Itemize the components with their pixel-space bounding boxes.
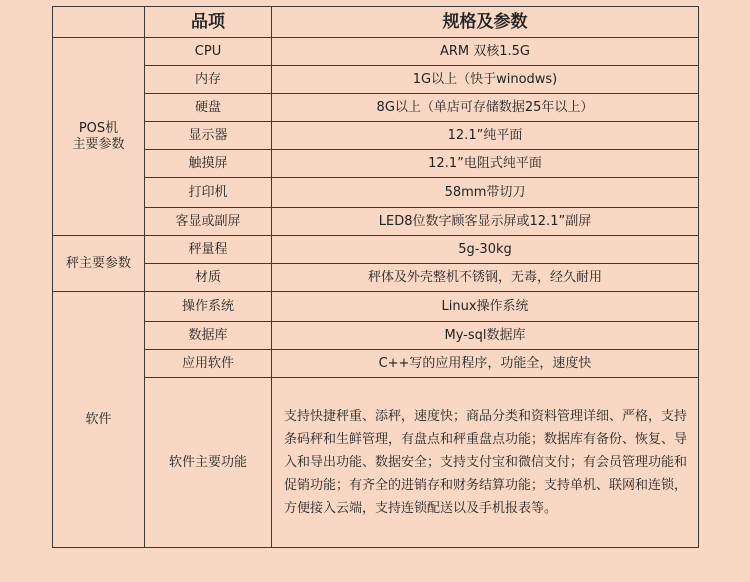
row-label: 客显或副屏 — [145, 208, 272, 236]
group-label-line2: 主要参数 — [72, 136, 125, 152]
row-value: 秤体及外壳整机不锈钢，无毒，经久耐用 — [272, 264, 699, 292]
row-value: 5g-30kg — [272, 236, 699, 264]
row-label: 操作系统 — [145, 292, 272, 322]
row-value: 12.1”电阻式纯平面 — [272, 150, 699, 178]
row-label: 硬盘 — [145, 94, 272, 122]
header-row — [53, 7, 699, 38]
group-label-scale: 秤主要参数 — [53, 236, 145, 292]
row-label: 材质 — [145, 264, 272, 292]
table-row — [53, 350, 699, 378]
table-row — [53, 66, 699, 94]
row-label: 应用软件 — [145, 350, 272, 378]
spec-table — [52, 6, 699, 548]
row-label: 打印机 — [145, 178, 272, 208]
table-row — [53, 292, 699, 322]
row-value: 12.1”纯平面 — [272, 122, 699, 150]
row-label: 触摸屏 — [145, 150, 272, 178]
row-label: 显示器 — [145, 122, 272, 150]
row-value: ARM 双核1.5G — [272, 38, 699, 66]
row-label: 软件主要功能 — [145, 378, 272, 548]
row-value: My-sql数据库 — [272, 322, 699, 350]
group-label-line1: POS机 — [78, 120, 119, 136]
table-row — [53, 378, 699, 548]
table-row — [53, 94, 699, 122]
table-row — [53, 38, 699, 66]
table-row — [53, 264, 699, 292]
row-label: CPU — [145, 38, 272, 66]
row-label: 秤量程 — [145, 236, 272, 264]
table-row — [53, 178, 699, 208]
group-label-software: 软件 — [53, 292, 145, 548]
row-value: LED8位数字顾客显示屏或12.1”副屏 — [272, 208, 699, 236]
row-value-description: 支持快捷秤重、添秤，速度快；商品分类和资料管理详细、严格，支持条码秤和生鲜管理，有盘点和秤重盘点功能；数据库有备份、恢复、导入和导出功能、数据安全；支持支付宝和微信支付；有会员管理功能和促销功能；有齐全的进销存和财务结算功能；支持单机、联网和连锁，方便接入云端，支持连锁配送以及手机报表等。 — [272, 378, 699, 548]
table-row — [53, 236, 699, 264]
row-value: 58mm带切刀 — [272, 178, 699, 208]
row-label: 数据库 — [145, 322, 272, 350]
table-row — [53, 150, 699, 178]
table-row — [53, 122, 699, 150]
table-row — [53, 208, 699, 236]
header-item: 品项 — [145, 7, 272, 38]
row-value: 8G以上（单店可存储数据25年以上） — [272, 94, 699, 122]
row-value: Linux操作系统 — [272, 292, 699, 322]
row-label: 内存 — [145, 66, 272, 94]
row-value: C++写的应用程序，功能全，速度快 — [272, 350, 699, 378]
row-value: 1G以上（快于winodws) — [272, 66, 699, 94]
header-spec: 规格及参数 — [272, 7, 699, 38]
group-label-pos — [53, 38, 145, 236]
header-blank — [53, 7, 145, 38]
table-row — [53, 322, 699, 350]
